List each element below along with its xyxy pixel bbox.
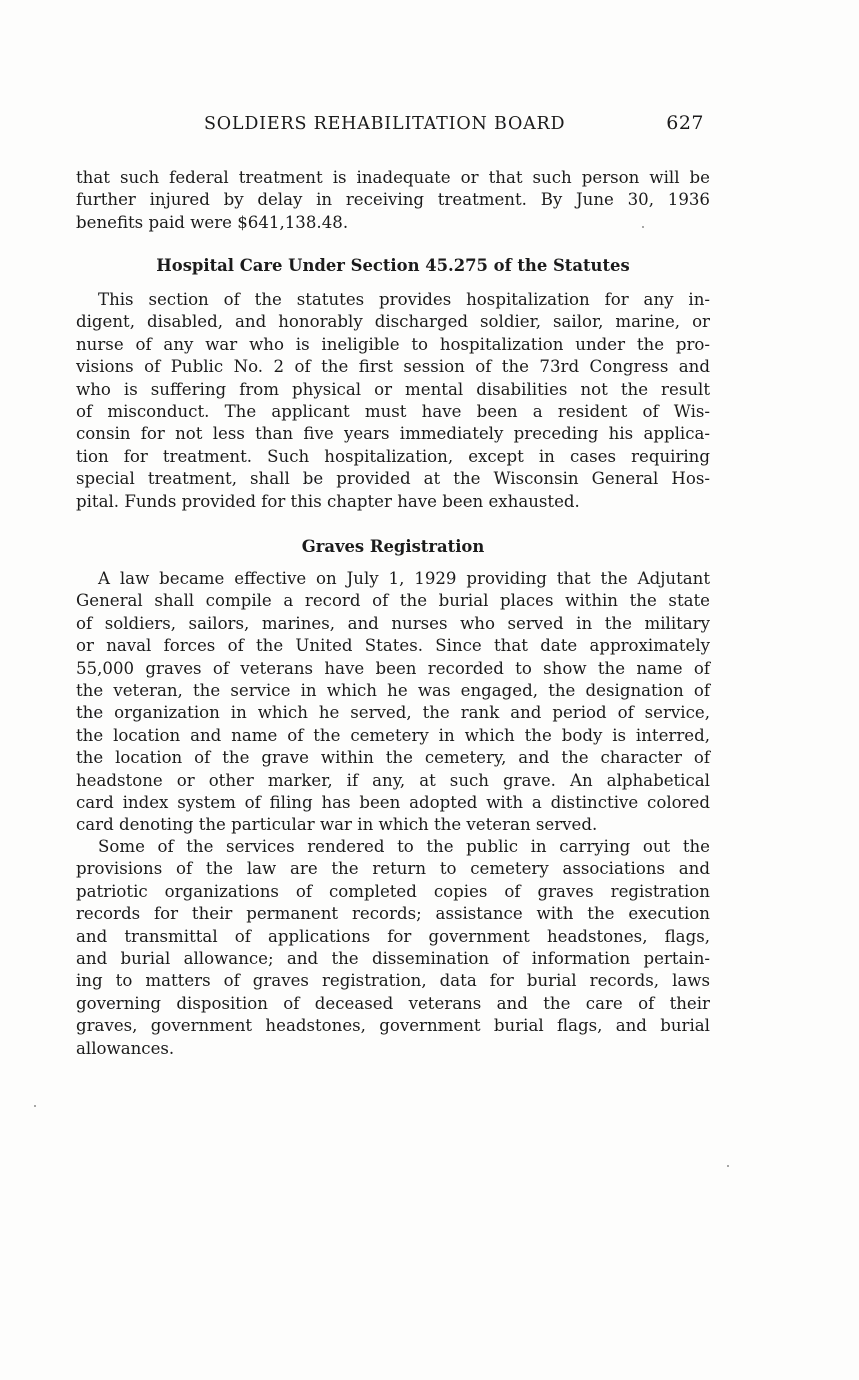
running-title: SOLDIERS REHABILITATION BOARD xyxy=(204,114,566,134)
text-line: records for their permanent records; assistance with the execution xyxy=(76,904,710,924)
text-line: governing disposition of deceased veterans and the care of their xyxy=(76,993,710,1013)
text-line: patriotic organizations of completed copies of graves registration xyxy=(76,881,710,901)
text-line: further injured by delay in receiving treatment. By June 30, 1936 xyxy=(76,190,710,210)
paper-speck xyxy=(34,1105,36,1107)
text-line: headstone or other marker, if any, at such grave. An alphabetical xyxy=(76,770,710,790)
text-line: pital. Funds provided for this chapter have been exhausted. xyxy=(76,491,580,511)
text-line: the location of the grave within the cemetery, and the character of xyxy=(76,748,710,768)
text-line: of misconduct. The applicant must have been a resident of Wis- xyxy=(76,401,710,421)
text-line: 55,000 graves of veterans have been recorded to show the name of xyxy=(76,658,710,678)
text-line: card index system of filing has been adopted with a distinctive colored xyxy=(76,792,710,812)
text-line: consin for not less than five years immediately preceding his applica- xyxy=(76,424,710,444)
text-line: the location and name of the cemetery in which the body is interred, xyxy=(76,725,710,745)
text-line: digent, disabled, and honorably discharged soldier, sailor, marine, or xyxy=(76,312,710,332)
section-heading-graves-registration: Graves Registration xyxy=(301,537,485,556)
text-line: Some of the services rendered to the public in carrying out the xyxy=(98,837,710,856)
text-line: allowances. xyxy=(76,1038,175,1058)
text-line: General shall compile a record of the burial places within the state xyxy=(76,591,710,611)
text-line: who is suffering from physical or mental disabilities not the result xyxy=(76,379,710,399)
text-line: and transmittal of applications for government headstones, flags, xyxy=(76,926,710,946)
text-line: nurse of any war who is ineligible to hospitalization under the pro- xyxy=(76,334,710,354)
text-line: tion for treatment. Such hospitalization, except in cases requiring xyxy=(76,446,710,466)
text-line: A law became effective on July 1, 1929 providing that the Adjutant xyxy=(98,569,710,588)
text-line: benefits paid were $641,138.48. xyxy=(76,212,349,232)
text-line: and burial allowance; and the dissemination of information pertain- xyxy=(76,948,710,968)
text-line: card denoting the particular war in which the veteran served. xyxy=(76,815,598,835)
paper-speck xyxy=(727,1165,729,1167)
paper-speck xyxy=(642,226,644,228)
text-line: the veteran, the service in which he was engaged, the designation of xyxy=(76,680,710,700)
text-line: visions of Public No. 2 of the first session of the 73rd Congress and xyxy=(76,357,710,377)
graves-registration-paragraph-1 xyxy=(76,568,710,837)
page-number: 627 xyxy=(666,112,704,134)
text-line: that such federal treatment is inadequate or that such person will be xyxy=(76,168,710,187)
running-head xyxy=(76,112,704,140)
section-heading-hospital-care: Hospital Care Under Section 45.275 of the Statutes xyxy=(156,256,630,275)
text-line: of soldiers, sailors, marines, and nurses who served in the military xyxy=(76,613,710,633)
graves-registration-paragraph-2 xyxy=(76,836,710,1060)
hospital-care-paragraph xyxy=(76,289,710,513)
text-line: or naval forces of the United States. Since that date approximately xyxy=(76,636,710,656)
text-line: special treatment, shall be provided at the Wisconsin General Hos- xyxy=(76,469,710,489)
text-line: graves, government headstones, government burial flags, and burial xyxy=(76,1016,710,1036)
text-line: the organization in which he served, the rank and period of service, xyxy=(76,703,710,723)
text-line: ing to matters of graves registration, data for burial records, laws xyxy=(76,971,710,991)
text-line: This section of the statutes provides hospitalization for any in- xyxy=(98,290,710,309)
intro-paragraph xyxy=(76,167,710,234)
text-line: provisions of the law are the return to cemetery associations and xyxy=(76,859,710,879)
